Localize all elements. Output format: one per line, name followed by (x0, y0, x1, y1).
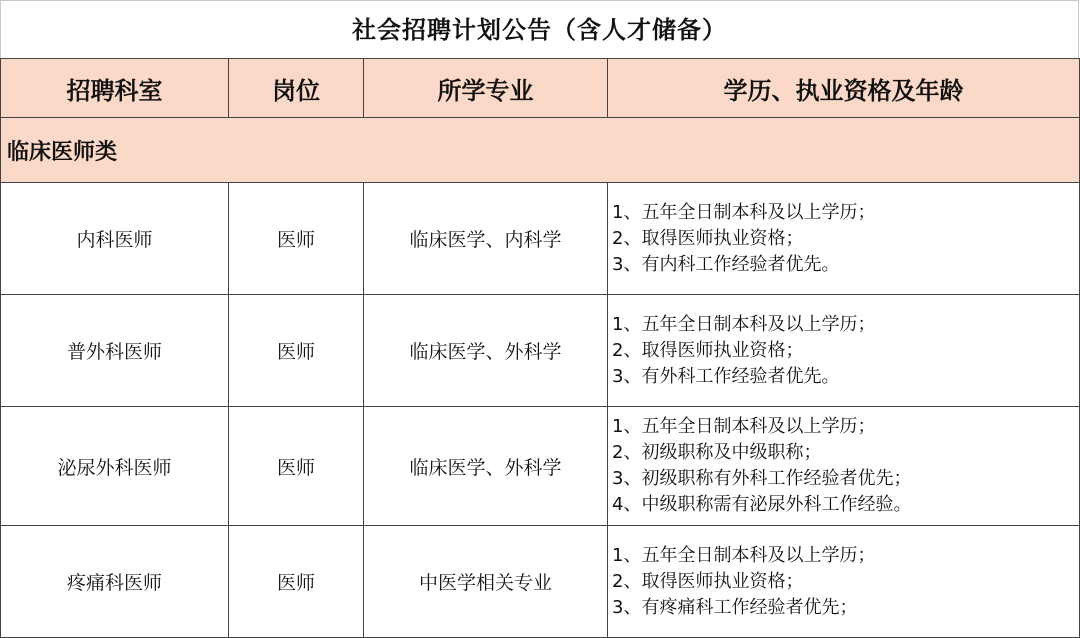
cell-requirements (608, 526, 1080, 638)
cell-requirements (608, 183, 1080, 295)
recruitment-table (0, 58, 1080, 638)
requirement-line: 3、初级职称有外科工作经验者优先； (612, 468, 912, 489)
requirement-line: 3、有外科工作经验者优先。 (612, 365, 840, 387)
requirement-line: 3、有内科工作经验者优先。 (612, 253, 840, 275)
cell-dept: 普外科医师 (1, 295, 229, 407)
header-requirements: 学历、执业资格及年龄 (608, 59, 1080, 118)
category-label: 临床医师类 (1, 118, 1080, 183)
cell-position: 医师 (229, 526, 364, 638)
cell-dept: 内科医师 (1, 183, 229, 295)
cell-major: 中医学相关专业 (364, 526, 608, 638)
category-row (1, 118, 1080, 183)
requirement-line: 2、取得医师执业资格； (612, 570, 804, 592)
requirement-line: 1、五年全日制本科及以上学历； (612, 544, 876, 566)
cell-position: 医师 (229, 295, 364, 407)
cell-major: 临床医学、内科学 (364, 183, 608, 295)
cell-major: 临床医学、外科学 (364, 407, 608, 526)
requirement-line: 4、中级职称需有泌尿外科工作经验。 (612, 494, 912, 515)
cell-dept: 疼痛科医师 (1, 526, 229, 638)
cell-major: 临床医学、外科学 (364, 295, 608, 407)
cell-requirements (608, 407, 1080, 526)
requirement-line: 3、有疼痛科工作经验者优先； (612, 596, 858, 618)
page-title: 社会招聘计划公告（含人才储备） (0, 0, 1079, 58)
header-position: 岗位 (229, 59, 364, 118)
table-row (1, 526, 1080, 638)
requirement-line: 2、初级职称及中级职称； (612, 442, 822, 463)
requirement-line: 1、五年全日制本科及以上学历； (612, 313, 876, 335)
cell-position: 医师 (229, 183, 364, 295)
requirement-line: 2、取得医师执业资格； (612, 227, 804, 249)
requirement-line: 1、五年全日制本科及以上学历； (612, 416, 876, 437)
table-row (1, 295, 1080, 407)
requirement-line: 2、取得医师执业资格； (612, 339, 804, 361)
table-row (1, 407, 1080, 526)
header-major: 所学专业 (364, 59, 608, 118)
header-dept: 招聘科室 (1, 59, 229, 118)
cell-position: 医师 (229, 407, 364, 526)
cell-requirements (608, 295, 1080, 407)
requirement-line: 1、五年全日制本科及以上学历； (612, 201, 876, 223)
table-row (1, 183, 1080, 295)
table-header-row (1, 59, 1080, 118)
cell-dept: 泌尿外科医师 (1, 407, 229, 526)
